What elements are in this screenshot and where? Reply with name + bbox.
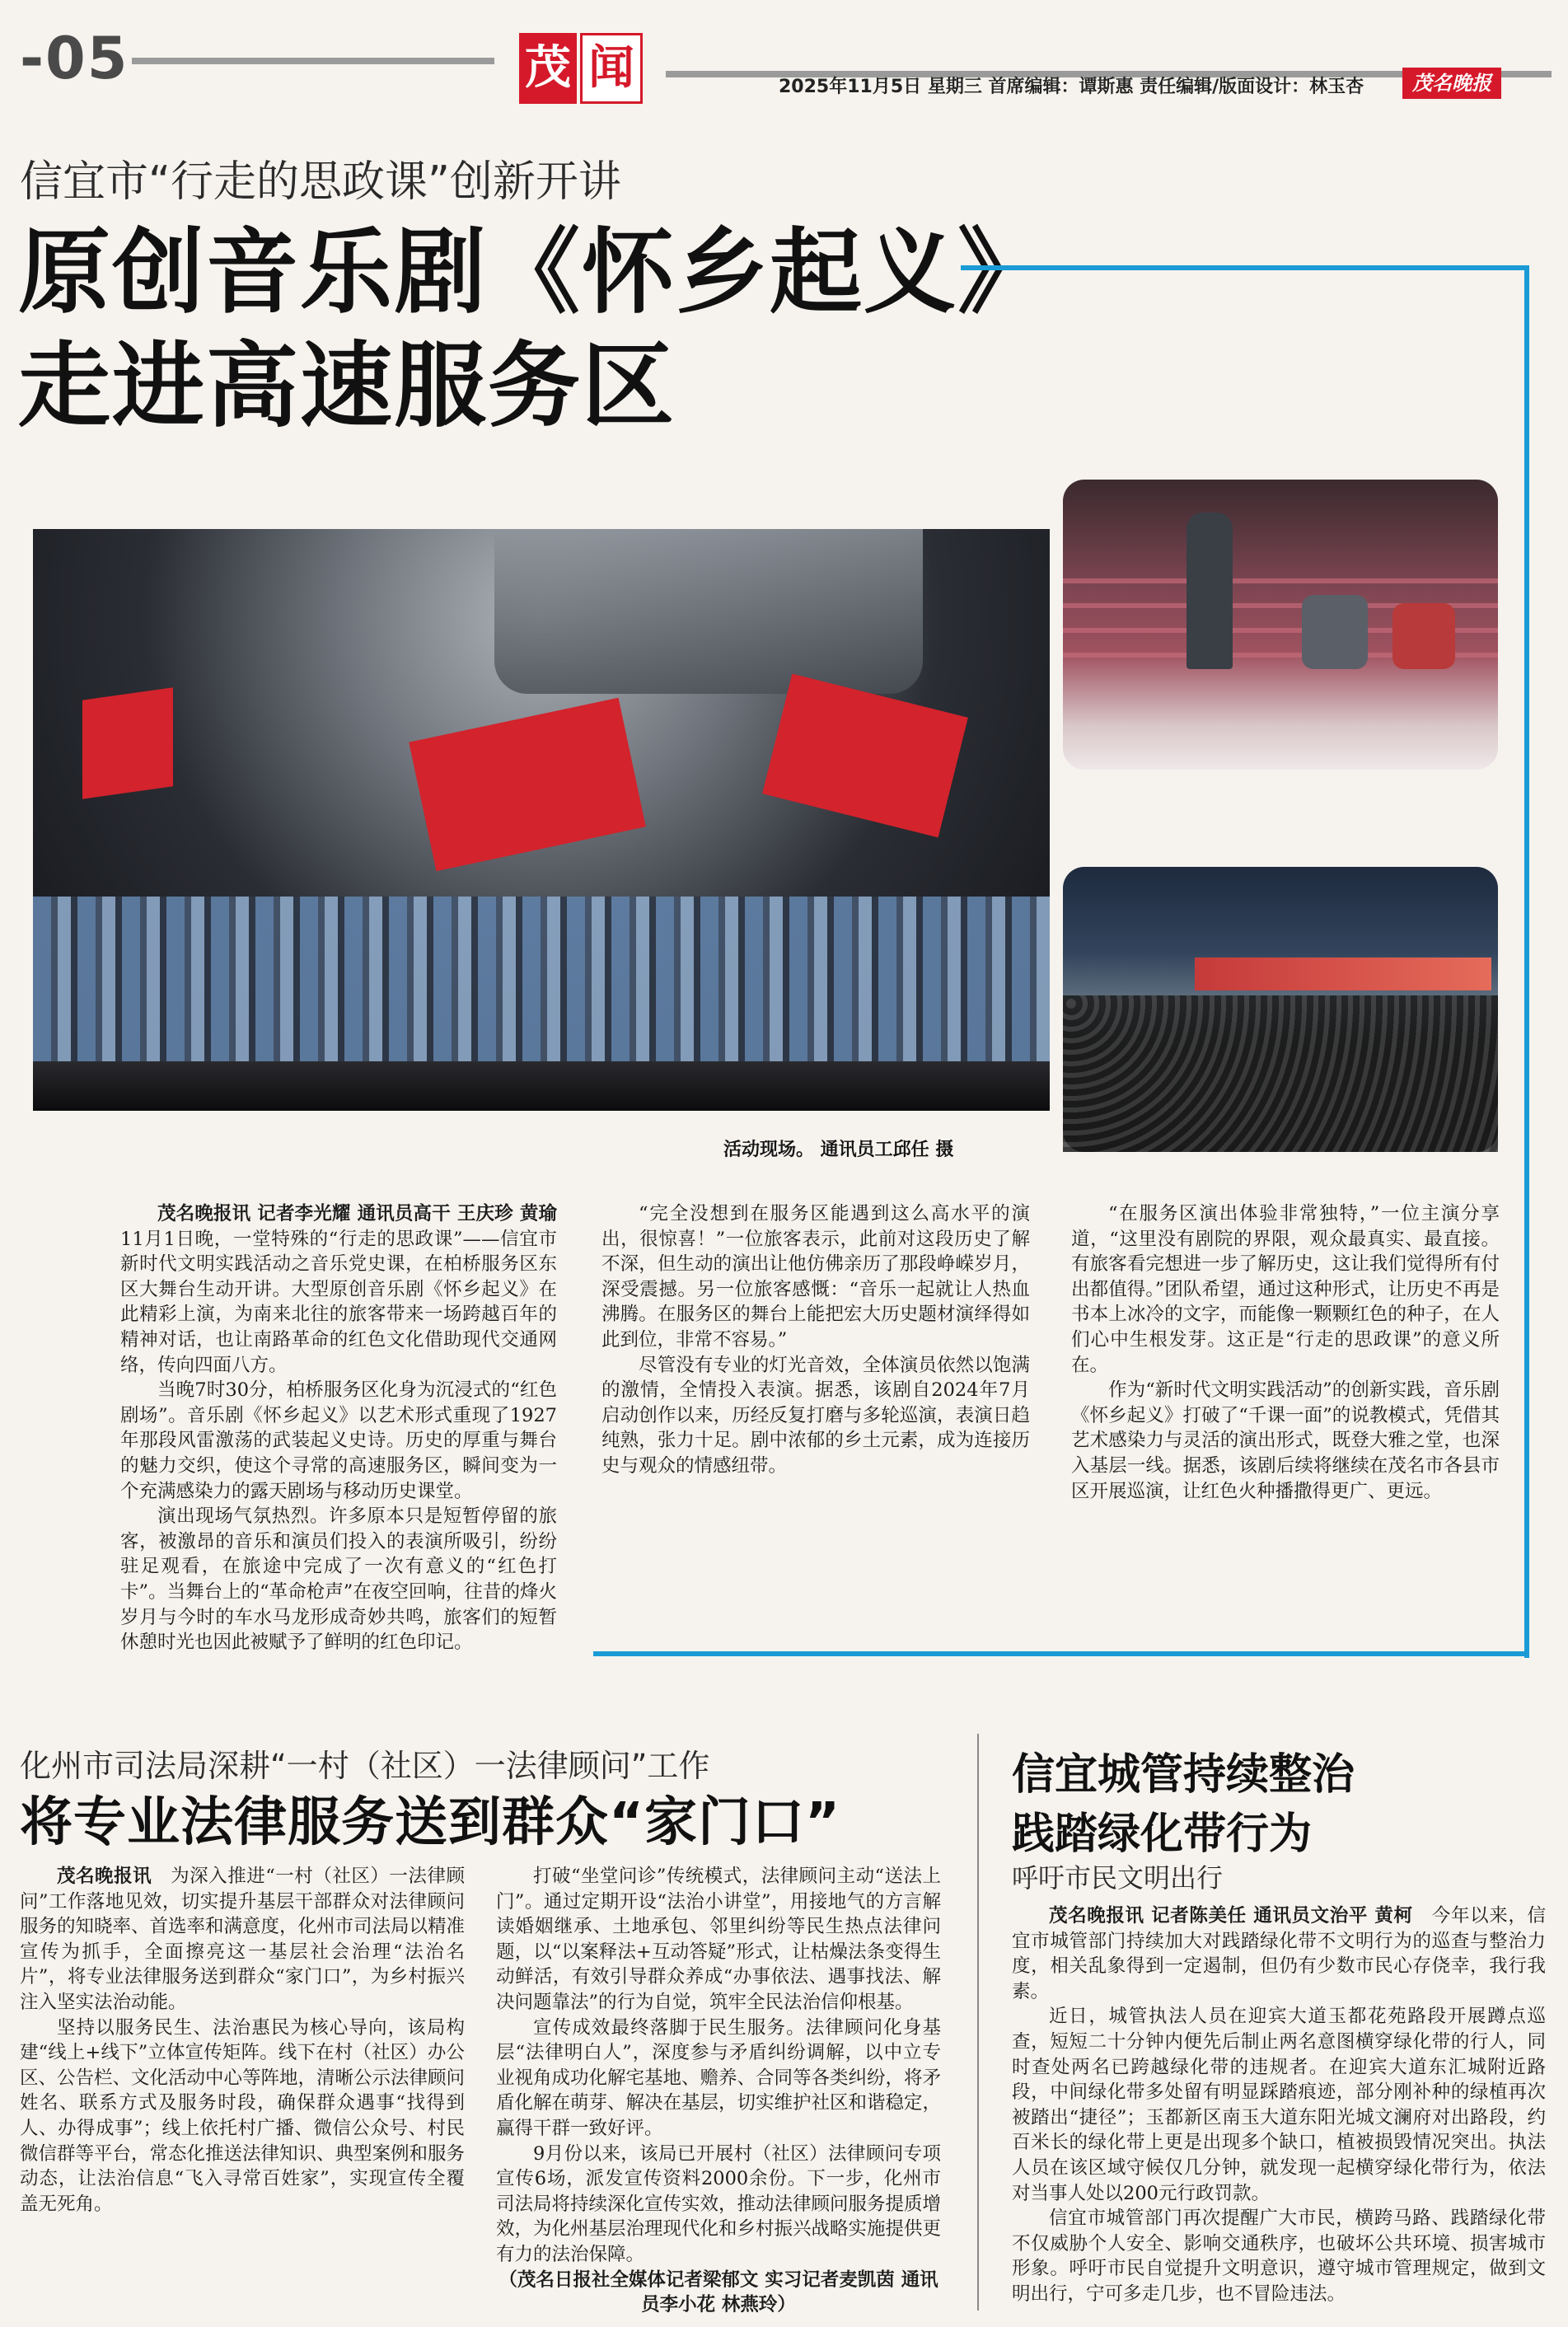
stage-screen — [1195, 957, 1491, 990]
header-rule-left — [132, 58, 494, 64]
story2-credit: （茂名日报社全媒体记者梁郁文 实习记者麦凯茵 通讯员李小花 林燕玲） — [498, 2268, 938, 2316]
page-number: -05 — [20, 25, 129, 92]
lead-headline-line-1: 原创音乐剧《怀乡起义》 — [18, 219, 1051, 326]
story2-kicker: 化州市司法局深耕“一村（社区）一法律顾问”工作 — [20, 1748, 710, 1784]
column-divider — [977, 1734, 979, 2311]
section-badge-char-2: 闻 — [580, 33, 643, 104]
story3-body-column — [1012, 1903, 1546, 2307]
story2-paragraph: 9月份以来，该局已开展村（社区）法律顾问专项宣传6场，派发宣传资料2000余份。下一步，化州市司法局将持续深化宣传实效，推动法律顾问服务提质增效，为化州基层治理现代化和乡村振兴战略实施提供更有力的法治保障。 — [496, 2142, 942, 2265]
lead-frame-bottom — [593, 1651, 1529, 1656]
story3-paragraph: 信宜市城管部门再次提醒广大市民，横跨马路、践踏绿化带不仅威胁个人安全、影响交通秩序，也破坏公共环境、损害城市形象。呼吁市民自觉提升文明意识，遵守城市管理规定，做到文明出行，宁可多走几步，也不冒险违法。 — [1012, 2208, 1546, 2305]
masthead-info: 2025年11月5日 星期三 首席编辑：谭斯惠 责任编辑/版面设计：林玉杏 — [779, 77, 1364, 97]
lead-paragraph: 演出现场气氛热烈。许多原本只是短暂停留的旅客，被激昂的音乐和演员们投入的表演所吸引，纷纷驻足观看，在旅途中完成了一次有意义的“红色打卡”。当舞台上的“革命枪声”在夜空回响，往昔的烽火岁月与今时的车水马龙形成奇妙共鸣，旅客们的短暂休憩时光也因此被赋予了鲜明的红色印记。 — [120, 1505, 557, 1654]
audience-crowd — [1063, 995, 1498, 1152]
lead-byline: 茂名晚报讯 记者李光耀 通讯员高干 王庆珍 黄瑜 — [157, 1203, 557, 1224]
stage-floor — [33, 1061, 1050, 1111]
stage-performance-photo — [33, 529, 1050, 1111]
performer-figure — [1392, 603, 1455, 669]
story3-headline — [1012, 1745, 1355, 1864]
story2-byline: 茂名晚报讯 — [57, 1866, 152, 1887]
red-flag — [409, 698, 646, 872]
audience-photo — [1063, 867, 1498, 1152]
lead-paragraph: 当晚7时30分，柏桥服务区化身为沉浸式的“红色剧场”。音乐剧《怀乡起义》以艺术形式重现了1927年那段风雷激荡的武装起义史诗。历史的厚重与舞台的魅力交织，使这个寻常的高速服务区，瞬间变为一个充满感染力的露天剧场与移动历史课堂。 — [120, 1379, 557, 1502]
story2-headline: 将专业法律服务送到群众“家门口” — [20, 1792, 841, 1853]
red-flag — [762, 674, 968, 838]
lead-paragraph: 作为“新时代文明实践活动”的创新实践，音乐剧《怀乡起义》打破了“千课一面”的说教模式，凭借其艺术感染力与灵活的演出形式，既登大雅之堂，也深入基层一线。据悉，该剧后续将继续在茂名市各县市区开展巡演，让红色火种播撒得更广、更远。 — [1071, 1379, 1500, 1502]
story3-paragraph: 茂名晚报讯 记者陈美任 通讯员文治平 黄柯 今年以来，信宜市城管部门持续加大对践踏绿化带不文明行为的巡查与整治力度，相关乱象得到一定遏制，但仍有少数市民心存侥幸，我行我素。 — [1012, 1905, 1546, 2002]
lead-paragraph: 尽管没有专业的灯光音效，全体演员依然以饱满的激情，全情投入表演。据悉，该剧自2024年7月启动创作以来，历经反复打磨与多轮巡演，表演日趋纯熟，张力十足。剧中浓郁的乡土元素，成为连接历史与观众的情感纽带。 — [601, 1354, 1030, 1477]
lead-headline-line-2: 走进高速服务区 — [18, 333, 676, 440]
performer-figure — [1187, 513, 1233, 669]
performer-figure — [1302, 595, 1368, 669]
story2-paragraph: 茂名晚报讯 为深入推进“一村（社区）一法律顾问”工作落地见效，切实提升基层干部群众对法律顾问服务的知晓率、首选率和满意度，化州市司法局以精准宣传为抓手，全面擦亮这一基层社会治理“法治名片”，将专业法律服务送到群众“家门口”，为乡村振兴注入坚实法治动能。 — [20, 1866, 466, 2013]
sculpture-relief — [494, 529, 923, 694]
story3-byline: 茂名晚报讯 记者陈美任 通讯员文治平 黄柯 — [1049, 1905, 1413, 1927]
lead-headline — [18, 216, 1051, 443]
performers-on-steps-photo — [1063, 480, 1498, 770]
story2-paragraph: 坚持以服务民生、法治惠民为核心导向，该局构建“线上+线下”立体宣传矩阵。线下在村（社区）办公区、公告栏、文化活动中心等阵地，清晰公示法律顾问姓名、联系方式及服务时段，确保群众遇事“找得到人、办得成事”；线上依托村广播、微信公众号、村民微信群等平台，常态化推送法律知识、典型案例和服务动态，让法治信息“飞入寻常百姓家”，实现宣传全覆盖无死角。 — [20, 2016, 466, 2215]
section-badge-char-1: 茂 — [519, 33, 577, 104]
story3-subhead: 呼吁市民文明出行 — [1012, 1862, 1224, 1894]
story3-headline-line-2: 践踏绿化带行为 — [1012, 1810, 1313, 1859]
lead-kicker: 信宜市“行走的思政课”创新开讲 — [20, 157, 621, 207]
lead-body-column-1 — [120, 1201, 557, 1654]
lead-paragraph: 茂名晚报讯 记者李光耀 通讯员高干 王庆珍 黄瑜 11月1日晚，一堂特殊的“行走的思政课”——信宜市新时代文明实践活动之音乐党史课，在柏桥服务区东区大舞台生动开讲。大型原创音乐剧《怀乡起义》在此精彩上演，为南来北往的旅客带来一场跨越百年的精神对话，也让南路革命的红色文化借助现代交通网络，传向四面八方。 — [120, 1203, 557, 1376]
section-badge — [519, 33, 643, 104]
lead-body-column-3 — [1071, 1201, 1500, 1504]
story2-paragraph: 宣传成效最终落脚于民生服务。法律顾问化身基层“法律明白人”，深度参与矛盾纠纷调解，以中立专业视角成功化解宅基地、赡养、合同等各类纠纷，将矛盾化解在萌芽、解决在基层，切实维护社区和谐稳定，赢得干群一致好评。 — [496, 2016, 942, 2139]
lead-paragraph: “完全没想到在服务区能遇到这么高水平的演出，很惊喜！”一位旅客表示，此前对这段历史了解不深，但生动的演出让他仿佛亲历了那段峥嵘岁月，深受震撼。另一位旅客感慨：“音乐一起就让人热血沸腾。在服务区的舞台上能把宏大历史题材演绎得如此到位，非常不容易。” — [601, 1203, 1030, 1351]
story3-headline-line-1: 信宜城管持续整治 — [1012, 1750, 1355, 1800]
story2-body-column-1 — [20, 1864, 465, 2217]
lead-body-column-2 — [601, 1201, 1030, 1479]
photo-caption: 活动现场。 通讯员工邱任 摄 — [723, 1140, 954, 1160]
story3-paragraph: 近日，城管执法人员在迎宾大道玉都花苑路段开展蹲点巡查，短短二十分钟内便先后制止两名意图横穿绿化带的行人，同时查处两名已跨越绿化带的违规者。在迎宾大道东汇城附近路段，中间绿化带多处留有明显踩踏痕迹，部分刚补种的绿植再次被踏出“捷径”；玉都新区南玉大道东阳光城文澜府对出路段，约百米长的绿化带上更是出现多个缺口，植被损毁情况突出。执法人员在该区域守候仅几分钟，就发现一起横穿绿化带行为，依法对当事人处以200元行政罚款。 — [1012, 2006, 1546, 2204]
red-flag — [82, 687, 173, 798]
story2-body-column-2 — [496, 1864, 941, 2318]
lead-paragraph: “在服务区演出体验非常独特，”一位主演分享道，“这里没有剧院的界限，观众最真实、最直接。有旅客看完想进一步了解历史，这让我们觉得所有付出都值得。”团队希望，通过这种形式，让历史不再是书本上冰冷的文字，而能像一颗颗红色的种子，在人们心中生根发芽。这正是“行走的思政课”的意义所在。 — [1071, 1203, 1500, 1376]
story2-paragraph: 打破“坐堂问诊”传统模式，法律顾问主动“送法上门”。通过定期开设“法治小讲堂”，用接地气的方言解读婚姻继承、土地承包、邻里纠纷等民生热点法律问题，以“以案释法+互动答疑”形式，让枯燥法条变得生动鲜活，有效引导群众养成“办事依法、遇事找法、解决问题靠法”的行为自觉，筑牢全民法治信仰根基。 — [496, 1866, 941, 2013]
paper-logo: 茂名晚报 — [1402, 68, 1501, 99]
